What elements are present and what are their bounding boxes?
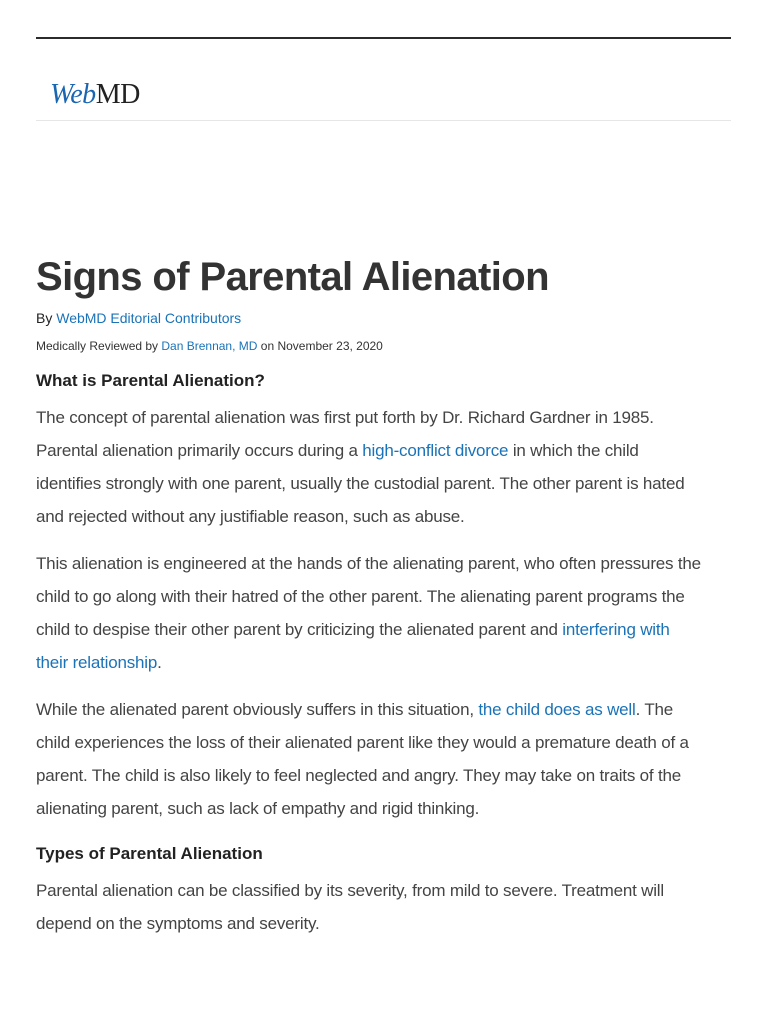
author-link[interactable]: WebMD Editorial Contributors (56, 310, 242, 326)
reviewer-link[interactable]: Dan Brennan, MD (161, 339, 258, 353)
article (36, 252, 701, 940)
paragraph-2 (36, 547, 701, 679)
logo-md-text: MD (95, 79, 140, 110)
interfering-relationship-link[interactable]: interfering with their relationship (36, 620, 670, 672)
medical-review (36, 338, 701, 354)
article-title: Signs of Parental Alienation (36, 255, 549, 299)
section-heading-what-is: What is Parental Alienation? (36, 371, 265, 390)
byline-prefix: By (36, 310, 57, 326)
logo-web-text: Web (50, 79, 96, 110)
paragraph-2-text-b: . (157, 653, 162, 672)
paragraph-1-text-a: The concept of parental alienation was first put forth by Dr. Richard Gardner in 1985. Parental alienation primarily occurs during a (36, 408, 654, 460)
review-date: on November 23, 2020 (257, 339, 383, 353)
paragraph-3 (36, 693, 701, 825)
paragraph-3-text-a: While the alienated parent obviously suffers in this situation, (36, 700, 479, 719)
byline (36, 309, 701, 327)
paragraph-4: Parental alienation can be classified by its severity, from mild to severe. Treatment will depend on the symptoms and severity. (36, 881, 664, 933)
site-header (36, 37, 731, 121)
section-heading-types: Types of Parental Alienation (36, 844, 263, 863)
review-prefix: Medically Reviewed by (36, 339, 162, 353)
paragraph-3-text-b: . The child experiences the loss of their alienated parent like they would a premature death of a parent. The child is also likely to feel neglected and angry. They may take on traits of the alienating parent, such as lack of empathy and rigid thinking. (36, 700, 689, 818)
paragraph-2-text-a: This alienation is engineered at the hands of the alienating parent, who often pressures the child to go along with their hatred of the other parent. The alienating parent programs the child to despise their other parent by criticizing the alienated parent and (36, 554, 701, 639)
webmd-logo[interactable] (50, 79, 140, 110)
high-conflict-divorce-link[interactable]: high-conflict divorce (362, 441, 509, 460)
paragraph-1-text-b: in which the child identifies strongly with one parent, usually the custodial parent. The other parent is hated and rejected without any justifiable reason, such as abuse. (36, 441, 685, 526)
paragraph-1 (36, 401, 701, 533)
child-does-as-well-link[interactable]: the child does as well (478, 700, 636, 719)
